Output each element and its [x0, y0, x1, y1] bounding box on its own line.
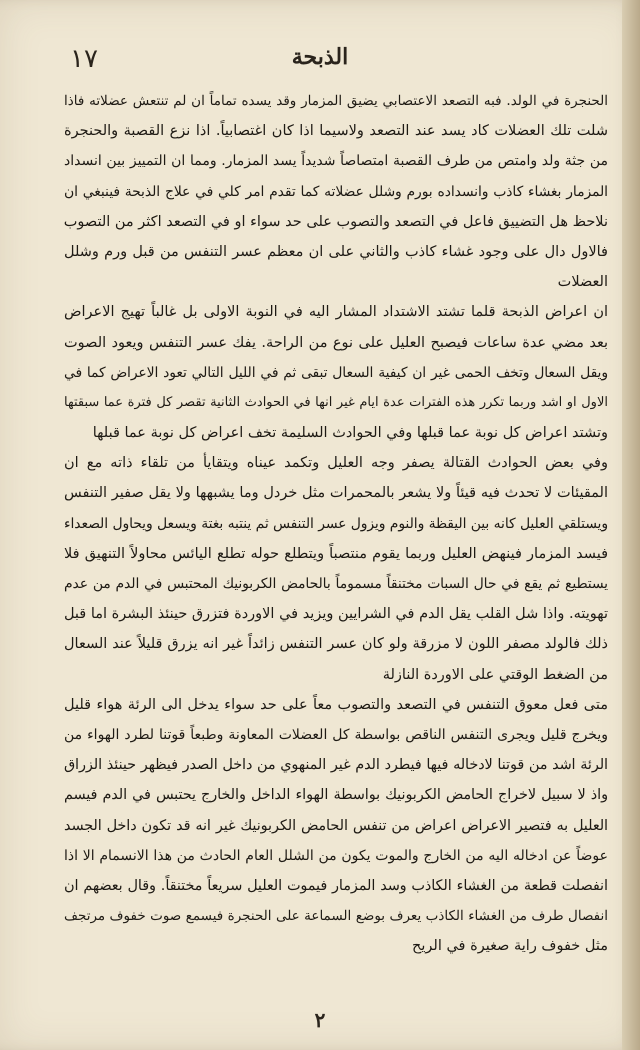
- text-line: العليل به فتصير الاعراض اعراض من تنفس الحامض الكربونيك غير انه قد تكون داخل الجسد: [64, 817, 608, 834]
- text-line: يستطيع ثم يقع في حال السبات مختنقاً مسموماً بالحامض الكربونيك المحتبس في الدم من عدم: [64, 576, 608, 592]
- page-header: [0, 44, 640, 84]
- text-line: انفصال طرف من الغشاء الكاذب يعرف بوضع السماعة على الحنجرة فيسمع صوت خفوف مرتجف: [64, 908, 608, 925]
- text-line: الحنجرة في الولد. فبه التصعد الاعتصابي يضيق المزمار وقد يسده تماماً ان لم تنتعش عضلاته فاذا: [64, 93, 608, 109]
- running-title: الذبحة: [291, 44, 349, 70]
- text-line: بعد مضي عدة ساعات فيصبح العليل على نوع من الراحة. يفك عسر التنفس ويعود الصوت: [64, 334, 608, 351]
- text-line: وتشتد اعراض كل نوبة عما قبلها وفي الحوادث السليمة تخف اعراض كل نوبة عما قبلها: [92, 425, 608, 442]
- page-gutter-shadow: [622, 0, 640, 1050]
- text-line: عوضاً عن ادخاله اليه من الخارج والموت يكون من الشلل العام الحادث من هذا الانسمام الا اذا: [64, 847, 608, 864]
- text-line: شلت تلك العضلات كاد يسد عند التصعد ولاسيما اذا كان اغتصابياً. اذا نزع القصبة والحنجرة: [64, 123, 608, 140]
- text-line: ذلك فالولد مصفر اللون لا مزرقة ولو كان عسر التنفس زائداً غير انه يزرق قليلاً عند السعال: [64, 636, 608, 653]
- text-line: فيسد المزمار فينهض العليل وربما يقوم منتصباً ويتطلع حوله تطلع اليائس محاولاً التنهيق فلا: [64, 545, 608, 562]
- paragraph: [64, 690, 608, 962]
- text-line: المزمار بغشاء كاذب وانسداده بورم وشلل عضلاته كما تقدم امر كلي في علاج الذبحة فينبغي ان: [64, 183, 608, 200]
- text-line: تهويته. واذا شل القلب يقل الدم في الشرايين ويزيد في الاوردة فتزرق حينئذ البشرة اما قبل: [64, 606, 608, 623]
- text-line: نلاحظ هل التضييق فاعل في التصعد والتصوب على حد سواء او في التصعد اكثر من التصوب: [64, 213, 608, 230]
- text-line: فالاول دال على وجود غشاء كاذب والثاني على ان معظم عسر التنفس من قبل ورم وشلل: [64, 243, 608, 260]
- text-line: ان اعراض الذبحة قلما تشتد الاشتداد المشار اليه في النوبة الاولى بل غالباً تهيج الاعراض: [64, 304, 608, 321]
- paragraph: [64, 297, 608, 448]
- text-line: وفي بعض الحوادث القتالة يصفر وجه العليل وتكمد عيناه ويتقايأ من تلقاء ذاته مع ان: [64, 455, 608, 472]
- text-line: ويقل السعال وتخف الحمى غير ان كيفية السعال تبقى ثم في الليل التالي تعود الاعراض كما في: [64, 364, 608, 381]
- body-text: [64, 86, 608, 961]
- text-line: مثل خفوف راية صغيرة في الريح: [412, 938, 608, 955]
- text-line: العضلات: [557, 274, 608, 291]
- text-line: الاول او اشد وربما تكرر هذه الفترات عدة ايام غير انها في الحوادث الثانية تقصر كل فترة عما سبقتها: [64, 394, 608, 410]
- signature-mark: ٢: [314, 1008, 326, 1032]
- text-line: ويستلقي العليل كانه بين اليقظة والنوم ويزول عسر التنفس ثم ينتبه بغتة ويسعل ويحاول الصعداء: [64, 515, 608, 532]
- text-line: الرئة اشد من قوتنا لادخاله فيها فيطرد الدم غير المنهوي من داخل الصدر فيظهر حينئذ الزراق: [64, 757, 608, 774]
- text-line: المقيئات لا تحدث فيه قيئاً ولا يشعر بالمحمرات مثل خردل وما يشبهها ولا يقل صفير التنفس: [64, 485, 608, 502]
- paragraph: [64, 86, 608, 297]
- text-line: انفصلت قطعة من الغشاء الكاذب وسد المزمار فيموت العليل سريعاً مختنقاً. وقال بعضهم ان: [64, 877, 608, 894]
- text-line: واذ لا سبيل لاخراج الحامض الكربونيك بواسطة الهواء الداخل والخارج يحتبس في الدم فيسم: [64, 787, 608, 804]
- text-line: متى فعل معوق التنفس في التصعد والتصوب معاً على حد سواء يدخل الى الرئة هواء قليل: [64, 696, 608, 713]
- text-line: من جثة ولد وامتص من طرف القصبة امتصاصاً شديداً يسد المزمار. ومما ان التمييز بين انسداد: [64, 153, 608, 170]
- text-line: ويخرج قليل ويجرى التنفس الناقص بواسطة كل العضلات المعاونة وطبعاً قوتنا لطرد الهواء من: [64, 726, 608, 743]
- page-number: ١٧: [70, 44, 98, 74]
- paragraph: [64, 448, 608, 690]
- text-line: من الضغط الوقتي على الاوردة النازلة: [382, 666, 608, 683]
